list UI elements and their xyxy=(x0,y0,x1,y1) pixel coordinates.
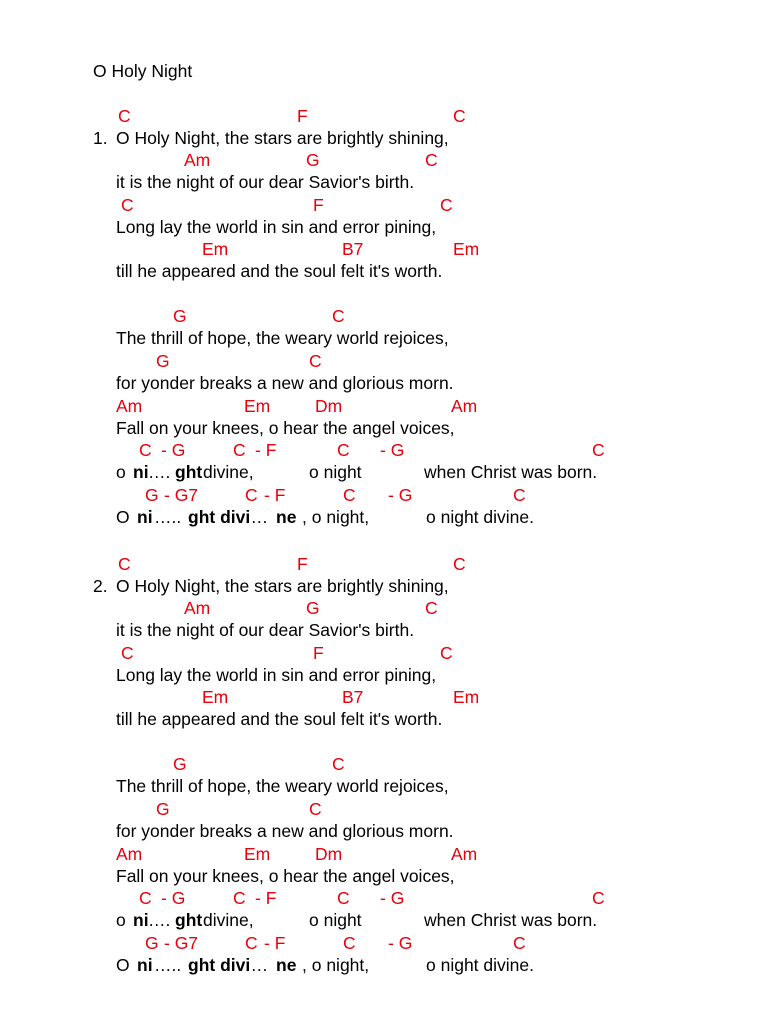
lyric-segment: o night xyxy=(309,910,362,930)
chord: F xyxy=(297,106,308,126)
lyric-segment: o night xyxy=(309,462,362,482)
lyric-line: O Holy Night, the stars are brightly shining, xyxy=(116,576,449,596)
chord: B7 xyxy=(342,687,364,707)
chord: Em xyxy=(202,239,229,259)
chord: Am xyxy=(451,396,478,416)
chord: C xyxy=(332,754,345,774)
chord: Am xyxy=(451,844,478,864)
lyric-segment: , o night, xyxy=(302,955,370,975)
lyric-line: O Holy Night, the stars are brightly shining, xyxy=(116,128,449,148)
chord: - F xyxy=(264,485,286,505)
chord: C xyxy=(139,440,152,460)
chord: - G7 xyxy=(164,485,199,505)
chord: - F xyxy=(264,933,286,953)
lyric-line: The thrill of hope, the weary world rejoices, xyxy=(116,328,449,348)
chord: - G xyxy=(380,440,405,460)
lyric-line: it is the night of our dear Savior's birth. xyxy=(116,172,415,192)
chord: C xyxy=(139,888,152,908)
lyric-line: for yonder breaks a new and glorious morn. xyxy=(116,821,454,841)
chord: F xyxy=(313,643,324,663)
chord: Am xyxy=(116,396,143,416)
chord: G xyxy=(173,306,187,326)
chord: C xyxy=(309,799,322,819)
chord: - F xyxy=(255,440,277,460)
lyric-segment: ne xyxy=(276,507,297,527)
verse-number: 1. xyxy=(93,128,108,148)
lyric-segment: ….. xyxy=(154,507,182,527)
chord: C xyxy=(425,150,438,170)
lyric-line: till he appeared and the soul felt it's worth. xyxy=(116,261,443,281)
lyric-segment: …. xyxy=(148,910,171,930)
chord: Am xyxy=(184,598,211,618)
chord: C xyxy=(233,440,246,460)
lyric-segment: …. xyxy=(148,462,171,482)
chord: C xyxy=(343,933,356,953)
chord: Dm xyxy=(315,396,343,416)
lyric-line: Fall on your knees, o hear the angel voices, xyxy=(116,418,455,438)
chord: G xyxy=(306,598,320,618)
chord: Am xyxy=(116,844,143,864)
chord: G xyxy=(173,754,187,774)
chord: C xyxy=(337,888,350,908)
lyric-segment: …. xyxy=(245,955,268,975)
chord: B7 xyxy=(342,239,364,259)
chord: C xyxy=(453,106,466,126)
chord: C xyxy=(453,554,466,574)
chord: C xyxy=(337,440,350,460)
chord: - G xyxy=(161,440,186,460)
lyric-segment: , o night, xyxy=(302,507,370,527)
lyric-line: it is the night of our dear Savior's birth. xyxy=(116,620,415,640)
chord: C xyxy=(245,485,258,505)
chord: C xyxy=(245,933,258,953)
chord: Em xyxy=(453,239,480,259)
chord: C xyxy=(513,933,526,953)
lyric-segment: ne xyxy=(276,955,297,975)
chord: C xyxy=(309,351,322,371)
chord: - G xyxy=(388,933,413,953)
chord: F xyxy=(313,195,324,215)
chord: Em xyxy=(244,396,271,416)
lyric-line: The thrill of hope, the weary world rejoices, xyxy=(116,776,449,796)
chord: G xyxy=(306,150,320,170)
chord: C xyxy=(440,643,453,663)
chord: G xyxy=(156,351,170,371)
lyric-segment: when Christ was born. xyxy=(424,462,598,482)
lyric-segment: ght xyxy=(175,462,203,482)
chord: - G xyxy=(388,485,413,505)
chord: C xyxy=(118,106,131,126)
lyric-line: for yonder breaks a new and glorious morn. xyxy=(116,373,454,393)
chord: C xyxy=(121,195,134,215)
lyric-line: till he appeared and the soul felt it's worth. xyxy=(116,709,443,729)
lyric-segment: when Christ was born. xyxy=(424,910,598,930)
chord: - G7 xyxy=(164,933,199,953)
chord: C xyxy=(440,195,453,215)
chord: C xyxy=(118,554,131,574)
chord: G xyxy=(145,485,159,505)
chord: Em xyxy=(202,687,229,707)
lyric-segment: O xyxy=(116,955,130,975)
lyric-segment: ni xyxy=(133,910,149,930)
lyric-line: Long lay the world in sin and error pining, xyxy=(116,217,437,237)
chord: Am xyxy=(184,150,211,170)
lyric-segment: divine, xyxy=(203,462,254,482)
lyric-line: Long lay the world in sin and error pining, xyxy=(116,665,437,685)
chord: Dm xyxy=(315,844,343,864)
lyric-segment: ni xyxy=(137,955,153,975)
chord: - G xyxy=(161,888,186,908)
chord: C xyxy=(513,485,526,505)
chord: C xyxy=(592,440,605,460)
chord: C xyxy=(343,485,356,505)
chord: - G xyxy=(380,888,405,908)
chord: C xyxy=(233,888,246,908)
chord: G xyxy=(145,933,159,953)
chord: - F xyxy=(255,888,277,908)
chord: C xyxy=(425,598,438,618)
chord: C xyxy=(592,888,605,908)
lyric-segment: divine, xyxy=(203,910,254,930)
lyric-segment: ght divi xyxy=(188,507,251,527)
lyric-line: Fall on your knees, o hear the angel voices, xyxy=(116,866,455,886)
chord: C xyxy=(121,643,134,663)
lyric-segment: o xyxy=(116,462,126,482)
lyric-segment: O xyxy=(116,507,130,527)
lyric-segment: …. xyxy=(245,507,268,527)
chord: G xyxy=(156,799,170,819)
chord: Em xyxy=(244,844,271,864)
lyric-segment: ght divi xyxy=(188,955,251,975)
lyric-segment: ni xyxy=(133,462,149,482)
lyric-segment: ….. xyxy=(154,955,182,975)
lyric-segment: o xyxy=(116,910,126,930)
lyric-segment: ni xyxy=(137,507,153,527)
chord: F xyxy=(297,554,308,574)
chord: Em xyxy=(453,687,480,707)
song-title: O Holy Night xyxy=(93,61,193,81)
chord: C xyxy=(332,306,345,326)
lyric-segment: o night divine. xyxy=(426,507,534,527)
verse-number: 2. xyxy=(93,576,108,596)
lyric-segment: ght xyxy=(175,910,203,930)
lyric-segment: o night divine. xyxy=(426,955,534,975)
